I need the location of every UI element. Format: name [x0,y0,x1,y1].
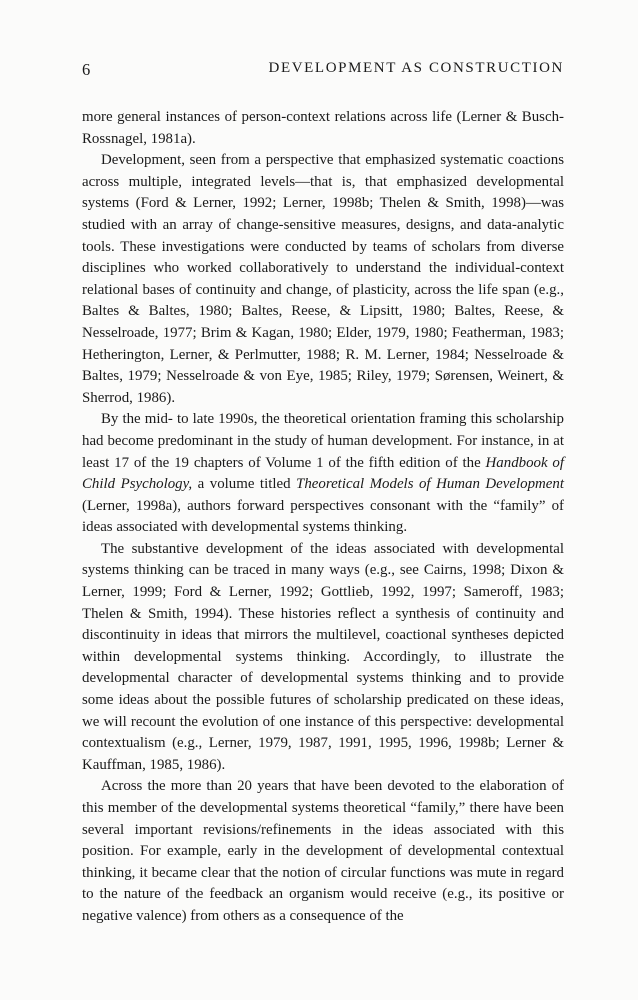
paragraph-text: a volume titled [192,476,297,493]
page-number: 6 [82,60,91,79]
paragraph-text: By the mid- to late 1990s, the theoretical orientation framing this scholarship had become predominant in the study of human development. For instance, in at least 17 of the 19 chapters of Volume 1 of the fifth edition of the [82,411,564,471]
paragraph-5 [82,776,564,927]
paragraph-1 [82,107,564,150]
paragraph-text: Development, seen from a perspective that emphasized systematic coactions across multiple, integrated levels—that is, that emphasized developmental systems (Ford & Lerner, 1992; Lerner, 1998b; Thelen & Smith, 1998)—was studied with an array of change-sensitive measures, designs, and data-analytic tools. These investigations were conducted by teams of scholars from diverse disciplines who worked collaboratively to understand the individual-context relational bases of continuity and change, of plasticity, across the life span (e.g., Baltes & Baltes, 1980; Baltes, Reese, & Lipsitt, 1980; Baltes, Reese, & Nesselroade, 1977; Brim & Kagan, 1980; Elder, 1979, 1980; Featherman, 1983; Hetherington, Lerner, & Perlmutter, 1988; R. M. Lerner, 1984; Nesselroade & Baltes, 1979; Nesselroade & von Eye, 1985; Riley, 1979; Sørensen, Weinert, & Sherrod, 1986). [82,152,564,406]
paragraph-text: The substantive development of the ideas associated with developmental systems thinking can be traced in many ways (e.g., see Cairns, 1998; Dixon & Lerner, 1999; Ford & Lerner, 1992; Gottlieb, 1992, 1997; Sameroff, 1983; Thelen & Smith, 1994). These histories reflect a synthesis of continuity and discontinuity in ideas that mirrors the multilevel, coactional syntheses depicted within developmental systems thinking. Accordingly, to illustrate the developmental character of developmental systems thinking and to provide some ideas about the possible futures of scholarship predicated on these ideas, we will recount the evolution of one instance of this perspective: developmental contextualism (e.g., Lerner, 1979, 1987, 1991, 1995, 1996, 1998b; Lerner & Kauffman, 1985, 1986). [82,540,564,773]
running-title: DEVELOPMENT AS CONSTRUCTION [268,60,564,76]
paragraph-4 [82,539,564,777]
body-text [82,107,564,928]
italic-book-title: Handbook of Child Psychology, [82,454,564,493]
paragraph-text: (Lerner, 1998a), authors forward perspectives consonant with the “family” of ideas associated with developmental systems thinking. [82,497,564,536]
running-head [82,60,564,84]
paragraph-text: Across the more than 20 years that have been devoted to the elaboration of this member of the developmental systems theoretical “family,” there have been several important revisions/refinements in the ideas associated with this position. For example, early in the development of developmental contextual thinking, it became clear that the notion of circular functions was mute in regard to the nature of the feedback an organism would receive (e.g., its positive or negative valence) from others as a consequence of the [82,778,564,924]
paragraph-3 [82,409,564,539]
italic-volume-title: Theoretical Models of Human Development [296,476,564,493]
paragraph-2 [82,150,564,409]
paragraph-text: more general instances of person-context relations across life (Lerner & Busch-Rossnagel, 1981a). [82,109,564,147]
